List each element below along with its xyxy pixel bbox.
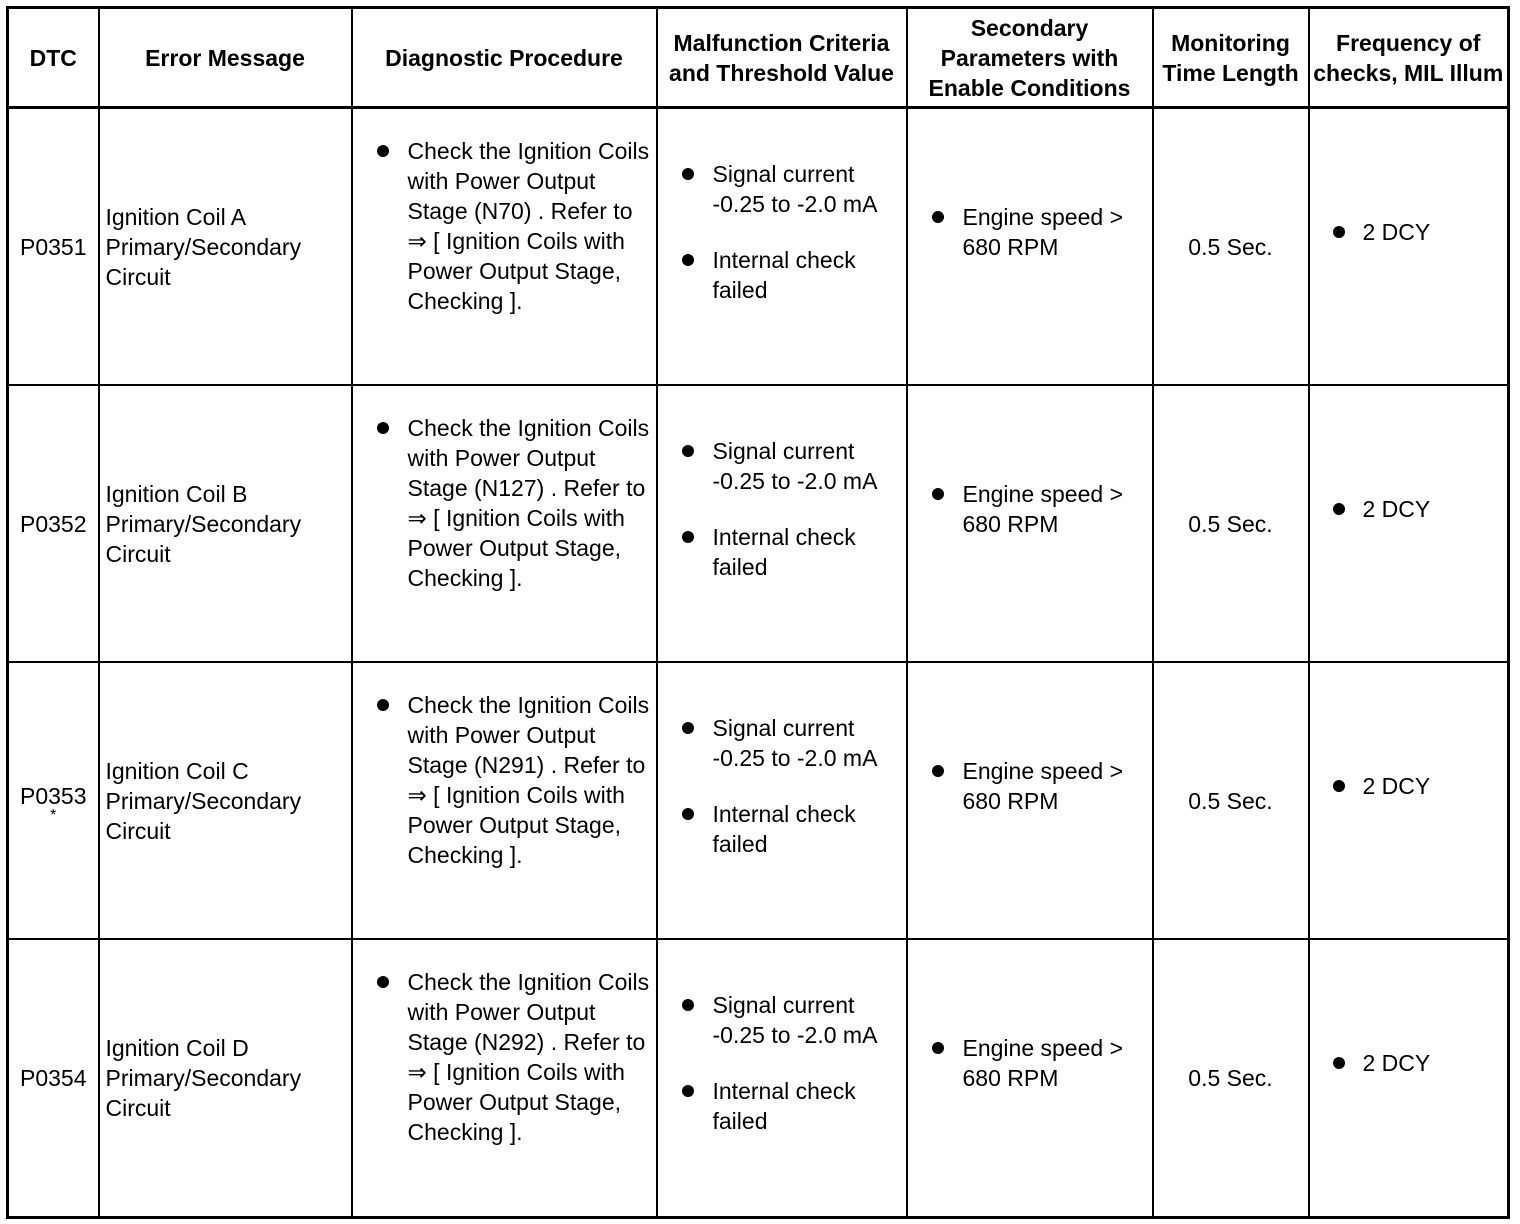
frequency-cell	[1309, 662, 1509, 939]
bullet-icon	[682, 1085, 694, 1097]
list-item	[658, 713, 906, 773]
criteria-text: Internal check failed	[712, 523, 856, 580]
header-dtc: DTC	[8, 8, 99, 108]
list-item	[1310, 771, 1508, 801]
dtc-cell	[8, 385, 99, 662]
dtc-cell	[8, 108, 99, 386]
bullet-icon	[682, 808, 694, 820]
list-item	[353, 136, 656, 316]
table-header	[8, 8, 1509, 108]
list-item	[658, 245, 906, 305]
dtc-mark: *	[50, 806, 57, 824]
table-body	[8, 108, 1509, 1218]
bullet-icon	[682, 168, 694, 180]
criteria-text: Signal current -0.25 to -2.0 mA	[712, 160, 878, 217]
criteria-text: Internal check failed	[712, 246, 856, 303]
bullet-icon	[377, 422, 389, 434]
procedure-cell	[352, 385, 657, 662]
header-malfunction-criteria: Malfunction Criteria and Threshold Value	[657, 8, 907, 108]
procedure-cell	[352, 662, 657, 939]
frequency-cell	[1309, 939, 1509, 1217]
bullet-icon	[377, 976, 389, 988]
bullet-icon	[932, 765, 944, 777]
list-item	[658, 1076, 906, 1136]
table-row	[8, 939, 1509, 1217]
secondary-text: Engine speed > 680 RPM	[962, 203, 1123, 260]
list-item	[658, 799, 906, 859]
dtc-code: P0354	[19, 1065, 87, 1092]
procedure-cell	[352, 108, 657, 386]
frequency-text: 2 DCY	[1362, 1050, 1431, 1077]
secondary-text: Engine speed > 680 RPM	[962, 480, 1123, 537]
table-row	[8, 108, 1509, 386]
dtc-code: P0352	[19, 510, 87, 537]
list-item	[353, 690, 656, 870]
procedure-text: Check the Ignition Coils with Power Output Stage (N292) . Refer to ⇒ [ Ignition Coils with Power Output Stage, Checking ].	[407, 969, 650, 1146]
list-item	[353, 967, 656, 1147]
bullet-icon	[1333, 226, 1345, 238]
list-item	[658, 522, 906, 582]
list-item	[658, 436, 906, 496]
list-item	[908, 479, 1152, 539]
bullet-icon	[682, 254, 694, 266]
procedure-text: Check the Ignition Coils with Power Output Stage (N127) . Refer to ⇒ [ Ignition Coils with Power Output Stage, Checking ].	[407, 414, 650, 591]
dtc-cell	[8, 939, 99, 1217]
table-row	[8, 385, 1509, 662]
list-item	[658, 159, 906, 219]
bullet-icon	[1333, 1057, 1345, 1069]
dtc-table	[6, 6, 1510, 1219]
bullet-icon	[377, 699, 389, 711]
bullet-icon	[1333, 780, 1345, 792]
bullet-icon	[932, 488, 944, 500]
table-row	[8, 662, 1509, 939]
monitoring-cell: 0.5 Sec.	[1153, 939, 1309, 1217]
secondary-cell	[907, 385, 1153, 662]
criteria-cell	[657, 939, 907, 1217]
monitoring-cell: 0.5 Sec.	[1153, 385, 1309, 662]
criteria-cell	[657, 662, 907, 939]
bullet-icon	[682, 722, 694, 734]
header-error-message: Error Message	[99, 8, 352, 108]
frequency-text: 2 DCY	[1362, 495, 1431, 522]
criteria-text: Signal current -0.25 to -2.0 mA	[712, 437, 878, 494]
frequency-cell	[1309, 385, 1509, 662]
secondary-text: Engine speed > 680 RPM	[962, 757, 1123, 814]
frequency-text: 2 DCY	[1362, 218, 1431, 245]
bullet-icon	[932, 1042, 944, 1054]
secondary-text: Engine speed > 680 RPM	[962, 1035, 1123, 1092]
header-secondary-parameters: Secondary Parameters with Enable Conditions	[907, 8, 1153, 108]
secondary-cell	[907, 662, 1153, 939]
frequency-cell	[1309, 108, 1509, 386]
dtc-code: P0351	[19, 233, 87, 260]
error-message-cell: Ignition Coil D Primary/Secondary Circuit	[99, 939, 352, 1217]
error-message-cell: Ignition Coil C Primary/Secondary Circuit	[99, 662, 352, 939]
error-message-cell: Ignition Coil B Primary/Secondary Circuit	[99, 385, 352, 662]
criteria-cell	[657, 108, 907, 386]
criteria-text: Signal current -0.25 to -2.0 mA	[712, 992, 878, 1049]
criteria-text: Internal check failed	[712, 1078, 856, 1135]
list-item	[1310, 217, 1508, 247]
criteria-text: Signal current -0.25 to -2.0 mA	[712, 714, 878, 771]
frequency-text: 2 DCY	[1362, 772, 1431, 799]
list-item	[1310, 1048, 1508, 1078]
dtc-cell	[8, 662, 99, 939]
bullet-icon	[682, 445, 694, 457]
bullet-icon	[682, 531, 694, 543]
criteria-text: Internal check failed	[712, 800, 856, 857]
secondary-cell	[907, 939, 1153, 1217]
bullet-icon	[932, 211, 944, 223]
monitoring-cell: 0.5 Sec.	[1153, 662, 1309, 939]
header-monitoring-time: Monitoring Time Length	[1153, 8, 1309, 108]
header-frequency: Frequency of checks, MIL Illum	[1309, 8, 1509, 108]
list-item	[353, 413, 656, 593]
bullet-icon	[377, 145, 389, 157]
dtc-code: P0353	[19, 782, 87, 809]
header-diagnostic-procedure: Diagnostic Procedure	[352, 8, 657, 108]
list-item	[1310, 494, 1508, 524]
criteria-cell	[657, 385, 907, 662]
list-item	[658, 990, 906, 1050]
procedure-cell	[352, 939, 657, 1217]
secondary-cell	[907, 108, 1153, 386]
bullet-icon	[682, 999, 694, 1011]
procedure-text: Check the Ignition Coils with Power Output Stage (N70) . Refer to ⇒ [ Ignition Coils with Power Output Stage, Checking ].	[407, 137, 650, 314]
procedure-text: Check the Ignition Coils with Power Output Stage (N291) . Refer to ⇒ [ Ignition Coils with Power Output Stage, Checking ].	[407, 691, 650, 868]
list-item	[908, 202, 1152, 262]
monitoring-cell: 0.5 Sec.	[1153, 108, 1309, 386]
list-item	[908, 756, 1152, 816]
error-message-cell: Ignition Coil A Primary/Secondary Circuit	[99, 108, 352, 386]
list-item	[908, 1033, 1152, 1093]
bullet-icon	[1333, 503, 1345, 515]
